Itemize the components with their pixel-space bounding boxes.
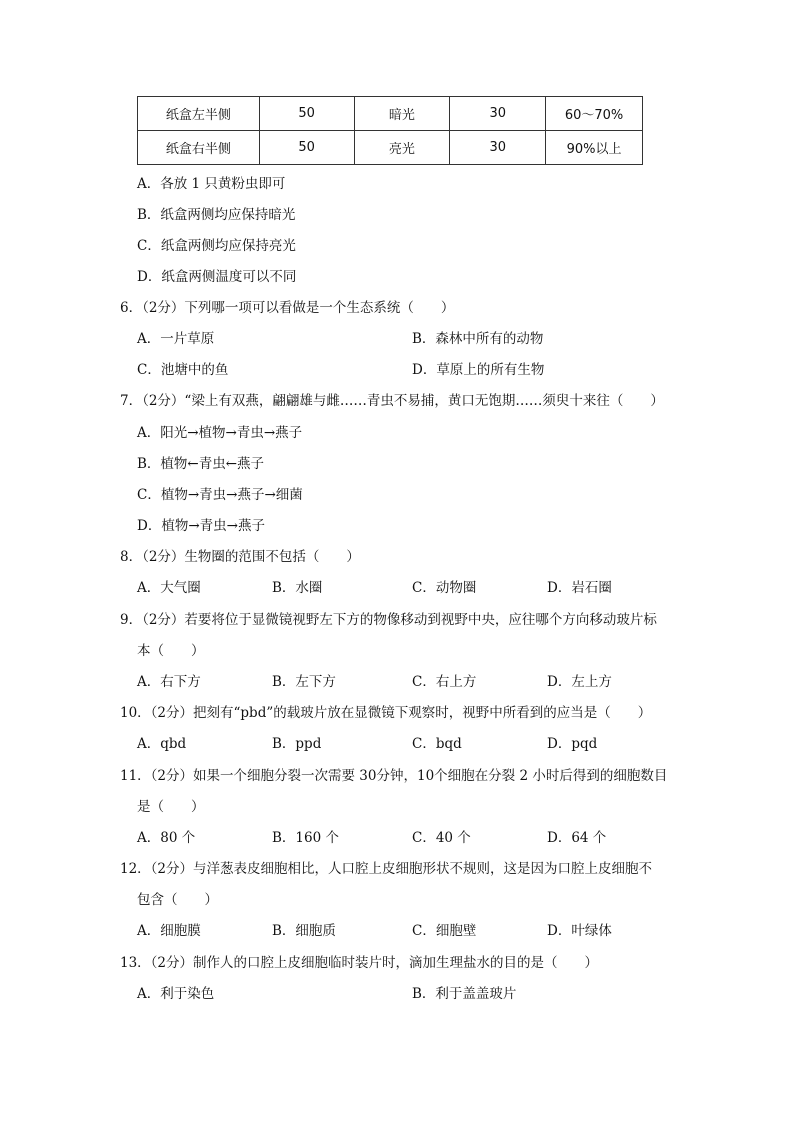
q11-option-b: B．160 个 xyxy=(272,830,339,846)
table-cell: 30 xyxy=(450,97,546,131)
q9-option-c: C．右上方 xyxy=(412,674,477,690)
q7-option-b: B．植物←青虫←燕子 xyxy=(137,456,265,472)
q9-option-a: A．右下方 xyxy=(137,674,201,690)
q11-option-c: C．40 个 xyxy=(412,830,471,846)
q6-option-d: D．草原上的所有生物 xyxy=(412,362,545,378)
table-cell: 纸盒左半侧 xyxy=(138,97,260,131)
q12-option-a: A．细胞膜 xyxy=(137,923,201,939)
table-row xyxy=(138,97,643,131)
q9-option-d: D．左上方 xyxy=(547,674,612,690)
table-cell: 50 xyxy=(259,131,354,165)
q10-option-a: A．qbd xyxy=(137,736,187,752)
q8-option-a: A．大气圈 xyxy=(137,580,201,596)
table-cell: 亮光 xyxy=(354,131,450,165)
q7-option-d: D．植物→青虫→燕子 xyxy=(137,518,265,534)
q6-option-a: A．一片草原 xyxy=(137,331,215,347)
q13-option-b: B．利于盖盖玻片 xyxy=(412,986,517,1002)
q9-stem-continued: 本（ ） xyxy=(137,643,205,659)
q13-stem: 13．（2分）制作人的口腔上皮细胞临时装片时，滴加生理盐水的目的是（ ） xyxy=(120,955,599,971)
table-cell: 30 xyxy=(450,131,546,165)
q11-stem-continued: 是（ ） xyxy=(137,799,205,815)
q8-stem: 8．（2分）生物圈的范围不包括（ ） xyxy=(120,549,360,565)
q6-option-c: C．池塘中的鱼 xyxy=(137,362,229,378)
table-cell: 90%以上 xyxy=(546,131,643,165)
q10-option-b: B．ppd xyxy=(272,736,322,752)
q7-stem: 7．（2分）“梁上有双燕，翩翩雄与雌……青虫不易捕，黄口无饱期……须臾十来往（ ） xyxy=(120,393,664,409)
q7-option-a: A．阳光→植物→青虫→燕子 xyxy=(137,425,303,441)
q5-option-a: A．各放 1 只黄粉虫即可 xyxy=(137,176,286,192)
q7-option-c: C．植物→青虫→燕子→细菌 xyxy=(137,487,303,503)
table-row xyxy=(138,131,643,165)
q5-option-c: C．纸盒两侧均应保持亮光 xyxy=(137,238,296,254)
q12-option-c: C．细胞壁 xyxy=(412,923,477,939)
q5-option-d: D．纸盒两侧温度可以不同 xyxy=(137,269,297,285)
q8-option-d: D．岩石圈 xyxy=(547,580,612,596)
q10-option-d: D．pqd xyxy=(547,736,598,752)
table-cell: 暗光 xyxy=(354,97,450,131)
q10-option-c: C．bqd xyxy=(412,736,462,752)
table-cell: 50 xyxy=(259,97,354,131)
q5-option-b: B．纸盒两侧均应保持暗光 xyxy=(137,207,296,223)
q11-option-a: A．80 个 xyxy=(137,830,196,846)
q10-stem: 10．（2分）把刻有“pbd”的载玻片放在显微镜下观察时，视野中所看到的应当是（ ） xyxy=(120,705,652,721)
experiment-table xyxy=(137,96,643,165)
table-cell: 纸盒右半侧 xyxy=(138,131,260,165)
q8-option-c: C．动物圈 xyxy=(412,580,477,596)
q12-stem: 12．（2分）与洋葱表皮细胞相比，人口腔上皮细胞形状不规则，这是因为口腔上皮细胞不 xyxy=(120,861,653,877)
q9-stem: 9．（2分）若要将位于显微镜视野左下方的物像移动到视野中央，应往哪个方向移动玻片标 xyxy=(120,612,657,628)
q12-stem-continued: 包含（ ） xyxy=(137,892,218,908)
q11-stem: 11．（2分）如果一个细胞分裂一次需要 30分钟，10个细胞在分裂 2 小时后得到的细胞数目 xyxy=(120,768,668,784)
q9-option-b: B．左下方 xyxy=(272,674,336,690)
q6-stem: 6．（2分）下列哪一项可以看做是一个生态系统（ ） xyxy=(120,300,455,316)
q12-option-d: D．叶绿体 xyxy=(547,923,612,939)
q13-option-a: A．利于染色 xyxy=(137,986,215,1002)
q11-option-d: D．64 个 xyxy=(547,830,607,846)
q8-option-b: B．水圈 xyxy=(272,580,323,596)
table-cell: 60～70% xyxy=(546,97,643,131)
q12-option-b: B．细胞质 xyxy=(272,923,336,939)
q6-option-b: B．森林中所有的动物 xyxy=(412,331,544,347)
